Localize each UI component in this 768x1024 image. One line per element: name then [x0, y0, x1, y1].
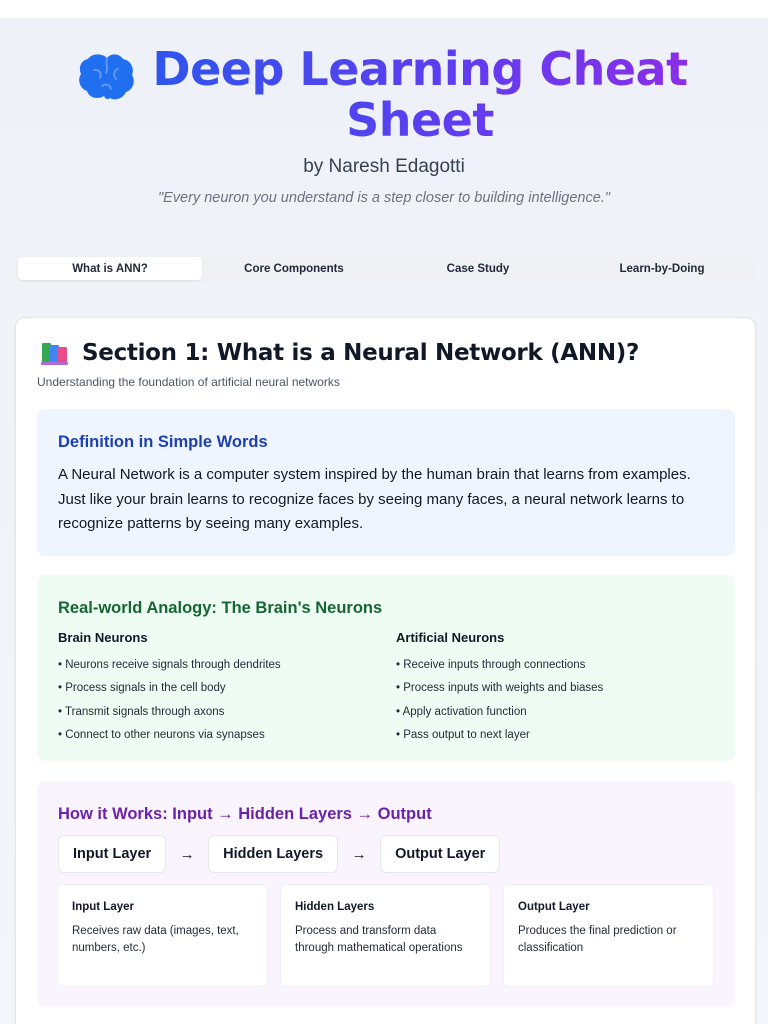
- list-item: • Process inputs with weights and biases: [396, 677, 716, 700]
- definition-text: A Neural Network is a computer system inspired by the human brain that learns from examples. Just like your brain learns to recognize faces by seeing many faces, a neural network learns to recognize patterns by seeing many examples.: [58, 466, 691, 532]
- list-item: • Pass output to next layer: [396, 724, 716, 747]
- layer-cards: [58, 885, 713, 986]
- analogy-title: Real-world Analogy: The Brain's Neurons: [58, 599, 383, 617]
- analogy-box: [37, 575, 735, 761]
- artificial-neurons-column: [396, 630, 716, 748]
- list-item: • Process signals in the cell body: [58, 677, 378, 700]
- definition-box: [37, 409, 735, 556]
- card-title: Output Layer: [518, 901, 590, 913]
- card-title: Hidden Layers: [295, 901, 375, 913]
- brain-icon: [78, 52, 136, 102]
- section-title: Section 1: What is a Neural Network (ANN)?: [82, 340, 640, 366]
- author: by Naresh Edagotti: [303, 156, 465, 177]
- artificial-neurons-heading: Artificial Neurons: [396, 630, 505, 645]
- layer-flow: [58, 835, 500, 873]
- tab-what-is-ann[interactable]: What is ANN?: [18, 257, 202, 280]
- card-title: Input Layer: [72, 901, 134, 913]
- hidden-layers-button[interactable]: Hidden Layers: [208, 835, 338, 873]
- tab-learn-by-doing[interactable]: Learn-by-Doing: [619, 262, 705, 275]
- card-text: Receives raw data (images, text, numbers, etc.): [72, 925, 239, 954]
- output-layer-card: [504, 885, 713, 986]
- hidden-layers-card: [281, 885, 490, 986]
- input-layer-button[interactable]: Input Layer: [58, 835, 166, 873]
- card-text: Produces the final prediction or classification: [518, 925, 677, 954]
- top-strip: [0, 0, 768, 18]
- page-header: [0, 44, 768, 206]
- books-icon: [40, 340, 70, 366]
- tab-core-components[interactable]: Core Components: [244, 262, 344, 275]
- section-heading: [40, 340, 639, 366]
- list-item: • Receive inputs through connections: [396, 654, 716, 677]
- tab-case-study[interactable]: Case Study: [446, 262, 510, 275]
- definition-title: Definition in Simple Words: [58, 433, 268, 451]
- section-card: [15, 317, 756, 1024]
- brain-neurons-column: [58, 630, 378, 748]
- quote: "Every neuron you understand is a step closer to building intelligence.": [157, 190, 610, 206]
- title-row: [64, 44, 704, 146]
- list-item: • Connect to other neurons via synapses: [58, 724, 378, 747]
- page-title: Deep Learning Cheat Sheet: [150, 44, 690, 146]
- list-item: • Apply activation function: [396, 701, 716, 724]
- tab-bar: [16, 255, 756, 282]
- section-subtitle: Understanding the foundation of artificial neural networks: [37, 375, 340, 389]
- how-it-works-title: How it Works: Input → Hidden Layers → Output: [58, 805, 432, 823]
- how-it-works-box: [37, 781, 735, 1007]
- brain-neurons-heading: Brain Neurons: [58, 630, 148, 645]
- input-layer-card: [58, 885, 267, 986]
- card-text: Process and transform data through mathematical operations: [295, 925, 463, 954]
- list-item: • Transmit signals through axons: [58, 701, 378, 724]
- output-layer-button[interactable]: Output Layer: [380, 835, 500, 873]
- list-item: • Neurons receive signals through dendrites: [58, 654, 378, 677]
- arrow-right-icon: →: [351, 845, 367, 863]
- arrow-right-icon: →: [179, 845, 195, 863]
